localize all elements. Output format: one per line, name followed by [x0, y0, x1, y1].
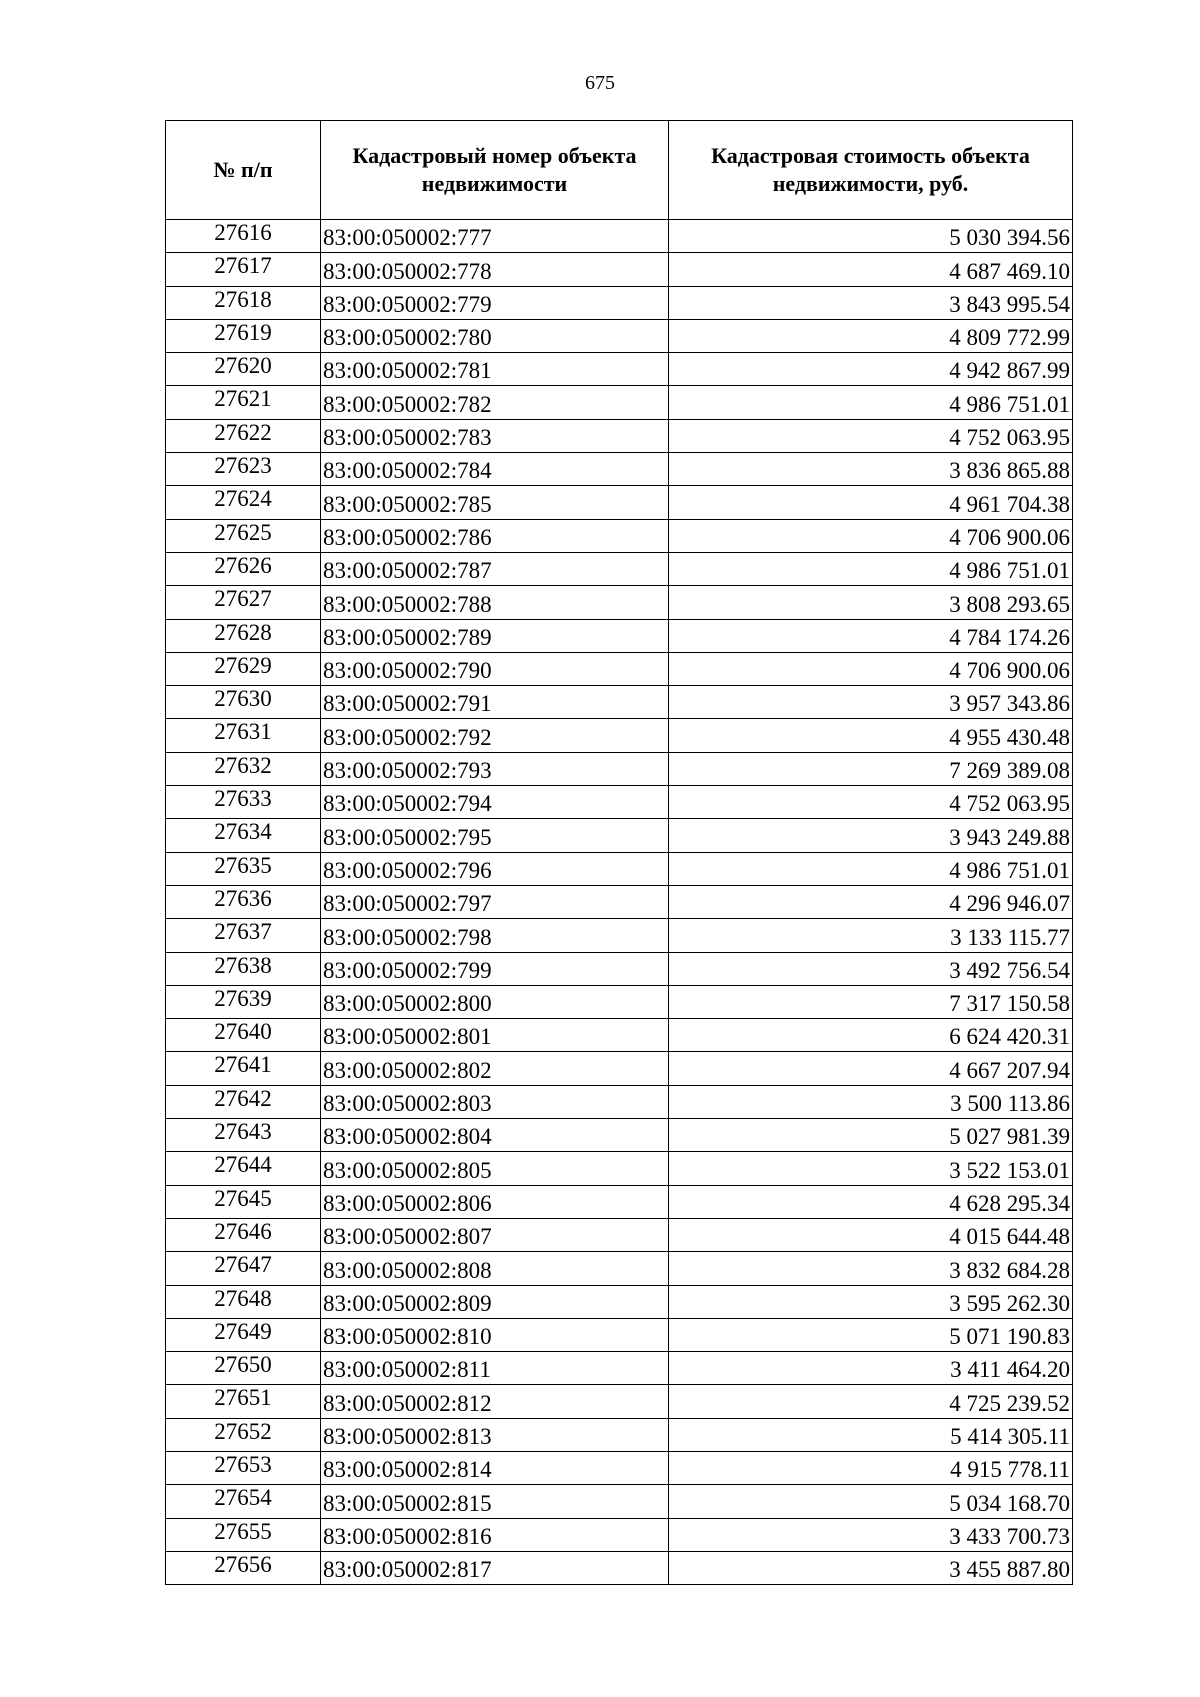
- cadastral-number-cell: 83:00:050002:812: [321, 1385, 669, 1418]
- table-row: [166, 220, 1073, 253]
- cadastral-number-cell: 83:00:050002:797: [321, 885, 669, 918]
- row-number-cell: 27654: [166, 1485, 321, 1518]
- cadastral-number-cell: 83:00:050002:800: [321, 985, 669, 1018]
- cadastral-value-cell: 4 986 751.01: [669, 386, 1073, 419]
- row-number-cell: 27634: [166, 819, 321, 852]
- cadastral-number-cell: 83:00:050002:779: [321, 286, 669, 319]
- row-number-cell: 27616: [166, 220, 321, 253]
- cadastral-value-cell: 4 015 644.48: [669, 1218, 1073, 1251]
- cadastral-value-cell: 4 725 239.52: [669, 1385, 1073, 1418]
- row-number-cell: 27635: [166, 852, 321, 885]
- table-row: [166, 1551, 1073, 1584]
- cadastral-value-cell: 4 986 751.01: [669, 552, 1073, 585]
- table-row: [166, 952, 1073, 985]
- header-number: № п/п: [166, 121, 321, 220]
- cadastral-value-cell: 5 034 168.70: [669, 1485, 1073, 1518]
- row-number-cell: 27625: [166, 519, 321, 552]
- cadastral-number-cell: 83:00:050002:792: [321, 719, 669, 752]
- cadastral-number-cell: 83:00:050002:805: [321, 1152, 669, 1185]
- row-number-cell: 27643: [166, 1119, 321, 1152]
- table-row: [166, 1185, 1073, 1218]
- cadastral-value-cell: 3 133 115.77: [669, 919, 1073, 952]
- row-number-cell: 27631: [166, 719, 321, 752]
- row-number-cell: 27628: [166, 619, 321, 652]
- cadastral-value-cell: 3 836 865.88: [669, 453, 1073, 486]
- cadastral-number-cell: 83:00:050002:789: [321, 619, 669, 652]
- row-number-cell: 27627: [166, 586, 321, 619]
- row-number-cell: 27651: [166, 1385, 321, 1418]
- cadastral-value-cell: 3 492 756.54: [669, 952, 1073, 985]
- table-row: [166, 1518, 1073, 1551]
- table-row: [166, 1352, 1073, 1385]
- table-row: [166, 419, 1073, 452]
- cadastral-number-cell: 83:00:050002:783: [321, 419, 669, 452]
- cadastral-value-cell: 3 522 153.01: [669, 1152, 1073, 1185]
- cadastral-value-cell: 5 030 394.56: [669, 220, 1073, 253]
- cadastral-value-cell: 4 706 900.06: [669, 652, 1073, 685]
- cadastral-number-cell: 83:00:050002:808: [321, 1252, 669, 1285]
- cadastral-number-cell: 83:00:050002:785: [321, 486, 669, 519]
- table-row: [166, 486, 1073, 519]
- table-row: [166, 852, 1073, 885]
- table-row: [166, 519, 1073, 552]
- row-number-cell: 27626: [166, 552, 321, 585]
- table-row: [166, 686, 1073, 719]
- table-row: [166, 1085, 1073, 1118]
- cadastral-value-cell: 4 752 063.95: [669, 419, 1073, 452]
- table-row: [166, 1485, 1073, 1518]
- row-number-cell: 27646: [166, 1218, 321, 1251]
- table-row: [166, 1285, 1073, 1318]
- table-row: [166, 1385, 1073, 1418]
- cadastral-value-cell: 4 961 704.38: [669, 486, 1073, 519]
- row-number-cell: 27650: [166, 1352, 321, 1385]
- table-row: [166, 386, 1073, 419]
- table-row: [166, 985, 1073, 1018]
- cadastral-number-cell: 83:00:050002:796: [321, 852, 669, 885]
- cadastral-value-cell: 4 706 900.06: [669, 519, 1073, 552]
- cadastral-value-cell: 7 317 150.58: [669, 985, 1073, 1018]
- row-number-cell: 27633: [166, 786, 321, 819]
- cadastral-number-cell: 83:00:050002:782: [321, 386, 669, 419]
- table-row: [166, 453, 1073, 486]
- row-number-cell: 27652: [166, 1418, 321, 1451]
- cadastral-value-cell: 6 624 420.31: [669, 1019, 1073, 1052]
- row-number-cell: 27621: [166, 386, 321, 419]
- row-number-cell: 27644: [166, 1152, 321, 1185]
- table-row: [166, 253, 1073, 286]
- cadastral-number-cell: 83:00:050002:787: [321, 552, 669, 585]
- cadastral-value-cell: 3 500 113.86: [669, 1085, 1073, 1118]
- cadastral-number-cell: 83:00:050002:814: [321, 1451, 669, 1484]
- row-number-cell: 27642: [166, 1085, 321, 1118]
- cadastral-number-cell: 83:00:050002:810: [321, 1318, 669, 1351]
- cadastral-number-cell: 83:00:050002:790: [321, 652, 669, 685]
- row-number-cell: 27656: [166, 1551, 321, 1584]
- cadastral-number-cell: 83:00:050002:778: [321, 253, 669, 286]
- row-number-cell: 27649: [166, 1318, 321, 1351]
- cadastral-number-cell: 83:00:050002:788: [321, 586, 669, 619]
- cadastral-number-cell: 83:00:050002:816: [321, 1518, 669, 1551]
- table-body: [166, 220, 1073, 1585]
- table-row: [166, 552, 1073, 585]
- row-number-cell: 27641: [166, 1052, 321, 1085]
- table-row: [166, 1152, 1073, 1185]
- row-number-cell: 27630: [166, 686, 321, 719]
- table-row: [166, 786, 1073, 819]
- table-row: [166, 919, 1073, 952]
- cadastral-value-cell: 3 832 684.28: [669, 1252, 1073, 1285]
- cadastral-value-cell: 5 027 981.39: [669, 1119, 1073, 1152]
- table-row: [166, 619, 1073, 652]
- table-row: [166, 752, 1073, 785]
- cadastral-value-cell: 4 752 063.95: [669, 786, 1073, 819]
- row-number-cell: 27647: [166, 1252, 321, 1285]
- cadastral-value-cell: 7 269 389.08: [669, 752, 1073, 785]
- table-row: [166, 719, 1073, 752]
- cadastral-number-cell: 83:00:050002:793: [321, 752, 669, 785]
- table-row: [166, 652, 1073, 685]
- table-row: [166, 353, 1073, 386]
- header-cadastral-number: Кадастровый номер объекта недвижимости: [321, 121, 669, 220]
- cadastral-number-cell: 83:00:050002:794: [321, 786, 669, 819]
- cadastral-number-cell: 83:00:050002:777: [321, 220, 669, 253]
- cadastral-number-cell: 83:00:050002:809: [321, 1285, 669, 1318]
- cadastral-value-cell: 4 687 469.10: [669, 253, 1073, 286]
- table-row: [166, 1119, 1073, 1152]
- cadastral-value-cell: 3 843 995.54: [669, 286, 1073, 319]
- cadastral-number-cell: 83:00:050002:780: [321, 319, 669, 352]
- cadastral-value-cell: 4 296 946.07: [669, 885, 1073, 918]
- row-number-cell: 27645: [166, 1185, 321, 1218]
- row-number-cell: 27624: [166, 486, 321, 519]
- row-number-cell: 27655: [166, 1518, 321, 1551]
- row-number-cell: 27638: [166, 952, 321, 985]
- cadastral-number-cell: 83:00:050002:795: [321, 819, 669, 852]
- cadastral-value-cell: 3 808 293.65: [669, 586, 1073, 619]
- cadastral-value-cell: 4 915 778.11: [669, 1451, 1073, 1484]
- row-number-cell: 27636: [166, 885, 321, 918]
- table-row: [166, 586, 1073, 619]
- cadastral-value-table: [165, 120, 1073, 1585]
- cadastral-number-cell: 83:00:050002:815: [321, 1485, 669, 1518]
- cadastral-number-cell: 83:00:050002:786: [321, 519, 669, 552]
- cadastral-value-cell: 4 784 174.26: [669, 619, 1073, 652]
- cadastral-number-cell: 83:00:050002:807: [321, 1218, 669, 1251]
- cadastral-number-cell: 83:00:050002:803: [321, 1085, 669, 1118]
- cadastral-number-cell: 83:00:050002:806: [321, 1185, 669, 1218]
- cadastral-number-cell: 83:00:050002:811: [321, 1352, 669, 1385]
- cadastral-number-cell: 83:00:050002:817: [321, 1551, 669, 1584]
- row-number-cell: 27620: [166, 353, 321, 386]
- row-number-cell: 27622: [166, 419, 321, 452]
- cadastral-number-cell: 83:00:050002:802: [321, 1052, 669, 1085]
- row-number-cell: 27618: [166, 286, 321, 319]
- row-number-cell: 27619: [166, 319, 321, 352]
- cadastral-value-cell: 3 411 464.20: [669, 1352, 1073, 1385]
- cadastral-value-cell: 3 943 249.88: [669, 819, 1073, 852]
- table-row: [166, 819, 1073, 852]
- row-number-cell: 27640: [166, 1019, 321, 1052]
- table-row: [166, 1218, 1073, 1251]
- cadastral-value-cell: 3 595 262.30: [669, 1285, 1073, 1318]
- cadastral-value-cell: 4 809 772.99: [669, 319, 1073, 352]
- row-number-cell: 27632: [166, 752, 321, 785]
- page-number: 675: [585, 72, 615, 94]
- cadastral-value-cell: 5 414 305.11: [669, 1418, 1073, 1451]
- table-row: [166, 1418, 1073, 1451]
- cadastral-value-cell: 4 942 867.99: [669, 353, 1073, 386]
- row-number-cell: 27623: [166, 453, 321, 486]
- table-row: [166, 286, 1073, 319]
- cadastral-number-cell: 83:00:050002:781: [321, 353, 669, 386]
- table-row: [166, 319, 1073, 352]
- cadastral-number-cell: 83:00:050002:791: [321, 686, 669, 719]
- cadastral-value-cell: 3 957 343.86: [669, 686, 1073, 719]
- row-number-cell: 27648: [166, 1285, 321, 1318]
- table-row: [166, 1318, 1073, 1351]
- cadastral-number-cell: 83:00:050002:799: [321, 952, 669, 985]
- row-number-cell: 27617: [166, 253, 321, 286]
- cadastral-number-cell: 83:00:050002:801: [321, 1019, 669, 1052]
- table-row: [166, 1252, 1073, 1285]
- table-header-row: [166, 121, 1073, 220]
- cadastral-value-cell: 4 628 295.34: [669, 1185, 1073, 1218]
- cadastral-number-cell: 83:00:050002:813: [321, 1418, 669, 1451]
- cadastral-number-cell: 83:00:050002:784: [321, 453, 669, 486]
- row-number-cell: 27637: [166, 919, 321, 952]
- cadastral-value-cell: 4 955 430.48: [669, 719, 1073, 752]
- table-row: [166, 1052, 1073, 1085]
- table-row: [166, 885, 1073, 918]
- cadastral-number-cell: 83:00:050002:798: [321, 919, 669, 952]
- table-row: [166, 1451, 1073, 1484]
- row-number-cell: 27653: [166, 1451, 321, 1484]
- cadastral-number-cell: 83:00:050002:804: [321, 1119, 669, 1152]
- row-number-cell: 27629: [166, 652, 321, 685]
- cadastral-value-cell: 5 071 190.83: [669, 1318, 1073, 1351]
- table-row: [166, 1019, 1073, 1052]
- cadastral-value-cell: 3 455 887.80: [669, 1551, 1073, 1584]
- cadastral-value-cell: 3 433 700.73: [669, 1518, 1073, 1551]
- cadastral-value-cell: 4 986 751.01: [669, 852, 1073, 885]
- row-number-cell: 27639: [166, 985, 321, 1018]
- cadastral-value-cell: 4 667 207.94: [669, 1052, 1073, 1085]
- header-cadastral-value: Кадастровая стоимость объекта недвижимости, руб.: [669, 121, 1073, 220]
